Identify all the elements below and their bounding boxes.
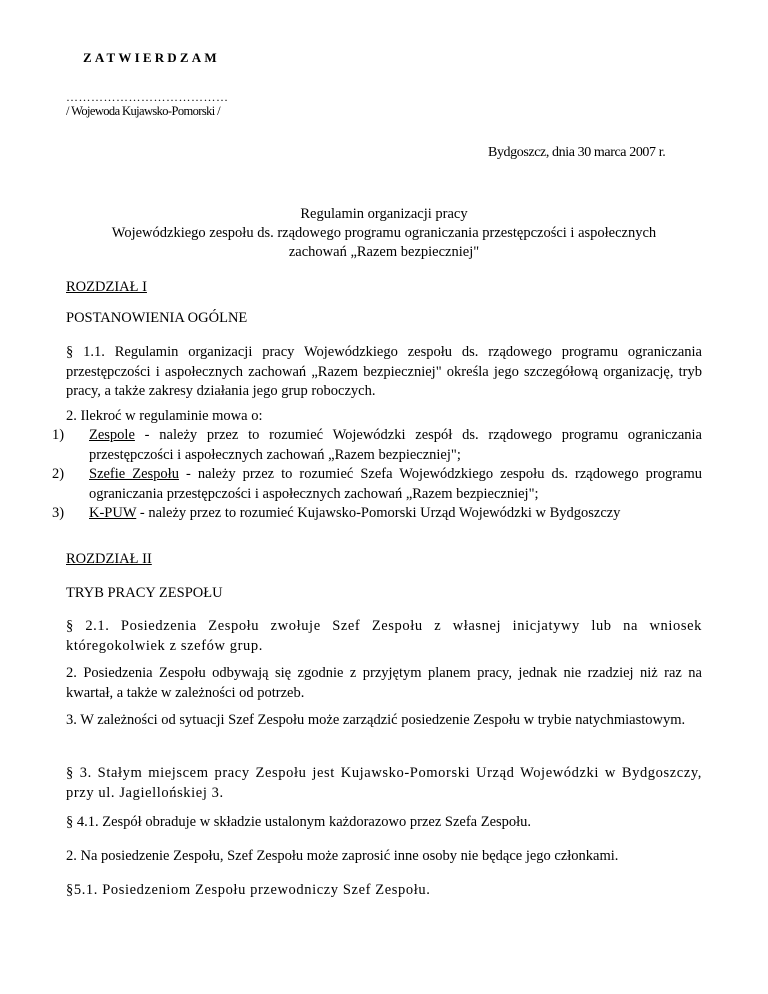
paragraph-1-2: 2. Ilekroć w regulaminie mowa o:: [66, 408, 263, 424]
paragraph-1-1: § 1.1. Regulamin organizacji pracy Wojewódzkiego zespołu ds. rządowego programu ograniczania przestępczości i aspołecznych zachowań „Razem bezpieczniej" określa jego szczegółową organizację, tryb pracy, a także zakresy działania jego grup roboczych.: [66, 344, 702, 399]
list-item-text: - należy przez to rozumieć Wojewódzki zespół ds. rządowego programu ograniczania przestępczości i aspołecznych zachowań „Razem bezpieczniej";: [89, 427, 702, 463]
title-line-3: zachowań „Razem bezpieczniej": [288, 244, 480, 260]
paragraph-4-2: 2. Na posiedzenie Zespołu, Szef Zespołu może zaprosić inne osoby nie będące jego członkami.: [66, 848, 619, 864]
approving-authority: / Wojewoda Kujawsko-Pomorski /: [66, 104, 221, 118]
paragraph-5-1: §5.1. Posiedzeniom Zespołu przewodniczy Szef Zespołu.: [66, 882, 431, 898]
chapter-1-label: ROZDZIAŁ I: [66, 279, 147, 295]
chapter-2-heading: TRYB PRACY ZESPOŁU: [66, 585, 223, 601]
chapter-2-label: ROZDZIAŁ II: [66, 551, 152, 567]
list-item-term: K-PUW: [89, 505, 137, 521]
paragraph-3: § 3. Stałym miejscem pracy Zespołu jest Kujawsko-Pomorski Urząd Wojewódzki w Bydgoszczy, przy ul. Jagiellońskiej 3.: [66, 765, 702, 801]
list-item: [52, 465, 702, 504]
paragraph-4-1: § 4.1. Zespół obraduje w składzie ustalonym każdorazowo przez Szefa Zespołu.: [66, 814, 532, 830]
title-line-2: Wojewódzkiego zespołu ds. rządowego programu ograniczania przestępczości i aspołecznych: [111, 225, 657, 241]
list-item-text: - należy przez to rozumieć Szefa Wojewódzkiego zespołu ds. rządowego programu ograniczania przestępczości i aspołecznych zachowań „Razem bezpieczniej";: [89, 466, 702, 502]
chapter-1-heading: POSTANOWIENIA OGÓLNE: [66, 310, 248, 326]
list-item-term: Zespole: [89, 427, 135, 443]
list-item-number: 1): [52, 427, 65, 443]
paragraph-2-3: 3. W zależności od sytuacji Szef Zespołu może zarządzić posiedzenie Zespołu w trybie natychmiastowym.: [66, 712, 686, 728]
list-item: [52, 426, 702, 465]
document-title: [66, 205, 702, 262]
definitions-list: [52, 426, 702, 524]
paragraph-2-2: 2. Posiedzenia Zespołu odbywają się zgodnie z przyjętym planem pracy, jednak nie rzadziej niż raz na kwartał, a także w zależności od potrzeb.: [66, 665, 702, 701]
approval-heading: ZATWIERDZAM: [83, 50, 220, 65]
list-item-text: - należy przez to rozumieć Kujawsko-Pomorski Urząd Wojewódzki w Bydgoszczy: [136, 505, 621, 521]
list-item-number: 3): [52, 505, 65, 521]
list-item-number: 2): [52, 466, 65, 482]
paragraph-2-1: § 2.1. Posiedzenia Zespołu zwołuje Szef Zespołu z własnej inicjatywy lub na wniosek któregokolwiek z szefów grup.: [66, 618, 702, 654]
list-item: [52, 504, 702, 524]
place-date: Bydgoszcz, dnia 30 marca 2007 r.: [488, 145, 666, 160]
title-line-1: Regulamin organizacji pracy: [300, 206, 468, 222]
signature-line: …………………………………: [66, 90, 229, 104]
list-item-term: Szefie Zespołu: [89, 466, 179, 482]
